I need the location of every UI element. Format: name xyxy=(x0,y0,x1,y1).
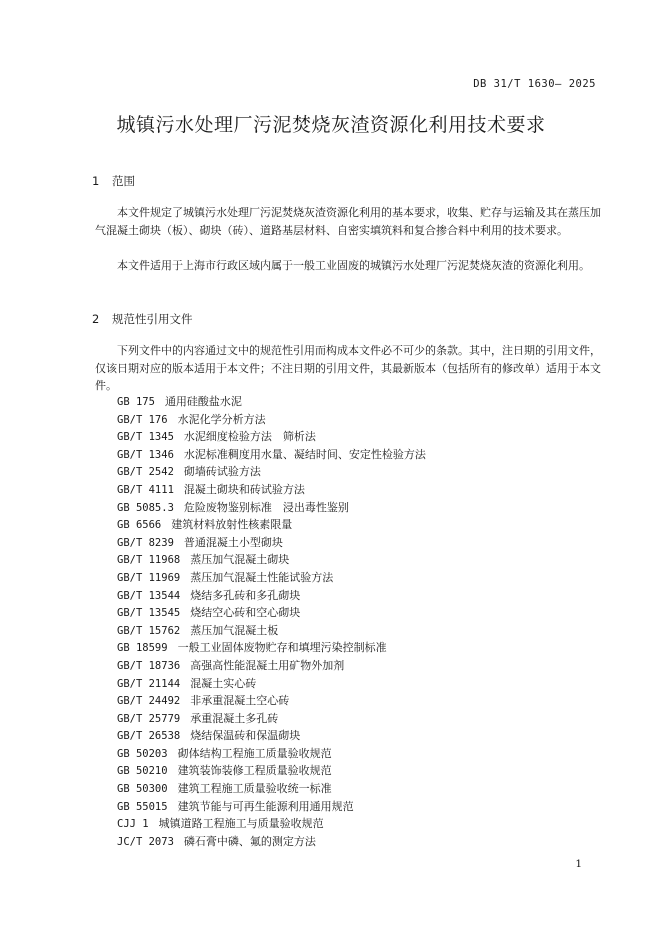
reference-item xyxy=(117,762,426,780)
reference-title: 通用硅酸盐水泥 xyxy=(164,395,242,408)
reference-list xyxy=(117,393,426,850)
reference-item xyxy=(117,446,426,464)
reference-code: GB/T 25779 xyxy=(117,712,181,725)
reference-item xyxy=(117,780,426,798)
reference-code: GB 6566 xyxy=(117,519,162,532)
reference-title: 蒸压加气混凝土砌块 xyxy=(190,553,290,567)
section-title: 范围 xyxy=(112,174,135,188)
reference-title: 危险废物鉴别标准 浸出毒性鉴别 xyxy=(183,500,349,514)
reference-title: 磷石膏中磷、氟的测定方法 xyxy=(183,834,316,848)
reference-item xyxy=(117,727,426,745)
reference-code: GB/T 2542 xyxy=(117,466,174,479)
reference-title: 建筑装饰装修工程质量验收规范 xyxy=(177,764,332,778)
references-intro-paragraph: 下列文件中的内容通过文中的规范性引用而构成本文件必不可少的条款。其中，注日期的引用文件，仅该日期对应的版本适用于本文件；不注日期的引用文件，其最新版本（包括所有的修改单）适用于本文件。 xyxy=(95,344,601,392)
reference-code: CJJ 1 xyxy=(117,818,149,831)
reference-code: GB 18599 xyxy=(117,642,168,655)
reference-item xyxy=(117,745,426,763)
reference-title: 非承重混凝土空心砖 xyxy=(190,694,290,708)
reference-item xyxy=(117,622,426,640)
reference-code: GB/T 13545 xyxy=(117,607,181,620)
reference-title: 蒸压加气混凝土板 xyxy=(190,623,279,637)
section-heading-scope xyxy=(92,173,135,189)
reference-item xyxy=(117,587,426,605)
reference-item xyxy=(117,463,426,481)
reference-title: 混凝土砌块和砖试验方法 xyxy=(183,482,305,496)
reference-item xyxy=(117,710,426,728)
reference-title: 烧结多孔砖和多孔砌块 xyxy=(190,588,301,602)
reference-item xyxy=(117,411,426,429)
reference-title: 一般工业固体废物贮存和填埋污染控制标准 xyxy=(177,641,387,655)
reference-title: 蒸压加气混凝土性能试验方法 xyxy=(190,570,334,584)
reference-title: 城镇道路工程施工与质量验收规范 xyxy=(158,817,324,831)
reference-title: 水泥标准稠度用水量、凝结时间、安定性检验方法 xyxy=(183,447,426,461)
reference-item xyxy=(117,428,426,446)
reference-code: GB/T 26538 xyxy=(117,730,181,743)
reference-code: GB 55015 xyxy=(117,800,168,813)
reference-code: GB/T 8239 xyxy=(117,536,174,549)
reference-code: GB/T 15762 xyxy=(117,624,181,637)
reference-title: 水泥化学分析方法 xyxy=(177,412,266,426)
reference-title: 混凝土实心砖 xyxy=(190,676,257,690)
reference-code: GB 5085.3 xyxy=(117,501,174,514)
reference-item xyxy=(117,393,426,411)
reference-title: 烧结保温砖和保温砌块 xyxy=(190,729,301,743)
reference-code: GB/T 1345 xyxy=(117,431,174,444)
scope-paragraph: 本文件规定了城镇污水处理厂污泥焚烧灰渣资源化利用的基本要求，收集、贮存与运输及其在蒸压加气混凝土砌块（板）、砌块（砖）、道路基层材料、自密实填筑料和复合掺合料中利用的技术要求。 xyxy=(95,206,601,237)
reference-code: GB/T 21144 xyxy=(117,677,181,690)
reference-code: GB 50300 xyxy=(117,783,168,796)
reference-item xyxy=(117,692,426,710)
reference-item xyxy=(117,639,426,657)
reference-code: GB 175 xyxy=(117,396,155,408)
reference-item xyxy=(117,551,426,569)
reference-title: 高强高性能混凝土用矿物外加剂 xyxy=(190,658,345,672)
reference-code: GB 50203 xyxy=(117,747,168,760)
reference-item xyxy=(117,815,426,833)
reference-code: GB/T 4111 xyxy=(117,483,174,496)
reference-title: 建筑材料放射性核素限量 xyxy=(171,518,293,532)
document-code: DB 31/T 1630— 2025 xyxy=(473,78,596,90)
reference-item xyxy=(117,675,426,693)
section-number: 1 xyxy=(92,174,100,188)
section-title: 规范性引用文件 xyxy=(112,312,193,326)
reference-item xyxy=(117,499,426,517)
reference-code: GB/T 176 xyxy=(117,413,168,426)
section-number: 2 xyxy=(92,312,100,326)
reference-item xyxy=(117,569,426,587)
reference-item xyxy=(117,481,426,499)
reference-item xyxy=(117,604,426,622)
section-heading-normative-references xyxy=(92,311,193,327)
reference-code: GB/T 13544 xyxy=(117,589,181,602)
reference-title: 烧结空心砖和空心砌块 xyxy=(190,606,301,620)
reference-item xyxy=(117,534,426,552)
reference-title: 建筑工程施工质量验收统一标准 xyxy=(177,782,332,796)
reference-item xyxy=(117,657,426,675)
reference-code: GB 50210 xyxy=(117,765,168,778)
reference-code: GB/T 18736 xyxy=(117,659,181,672)
reference-title: 建筑节能与可再生能源利用通用规范 xyxy=(177,799,354,813)
reference-item xyxy=(117,516,426,534)
reference-code: GB/T 11968 xyxy=(117,554,181,567)
reference-code: GB/T 11969 xyxy=(117,571,181,584)
reference-title: 水泥细度检验方法 筛析法 xyxy=(183,430,316,444)
reference-code: GB/T 24492 xyxy=(117,695,181,708)
reference-code: GB/T 1346 xyxy=(117,448,174,461)
reference-title: 砌墙砖试验方法 xyxy=(183,465,261,479)
scope-paragraph: 本文件适用于上海市行政区域内属于一般工业固废的城镇污水处理厂污泥焚烧灰渣的资源化利用。 xyxy=(117,259,590,272)
reference-code: JC/T 2073 xyxy=(117,835,174,848)
reference-item xyxy=(117,798,426,816)
document-title: 城镇污水处理厂污泥焚烧灰渣资源化利用技术要求 xyxy=(116,114,546,136)
reference-item xyxy=(117,833,426,851)
reference-title: 承重混凝土多孔砖 xyxy=(190,711,279,725)
reference-title: 砌体结构工程施工质量验收规范 xyxy=(177,746,332,760)
page-number: 1 xyxy=(575,858,582,870)
reference-title: 普通混凝土小型砌块 xyxy=(183,535,283,549)
